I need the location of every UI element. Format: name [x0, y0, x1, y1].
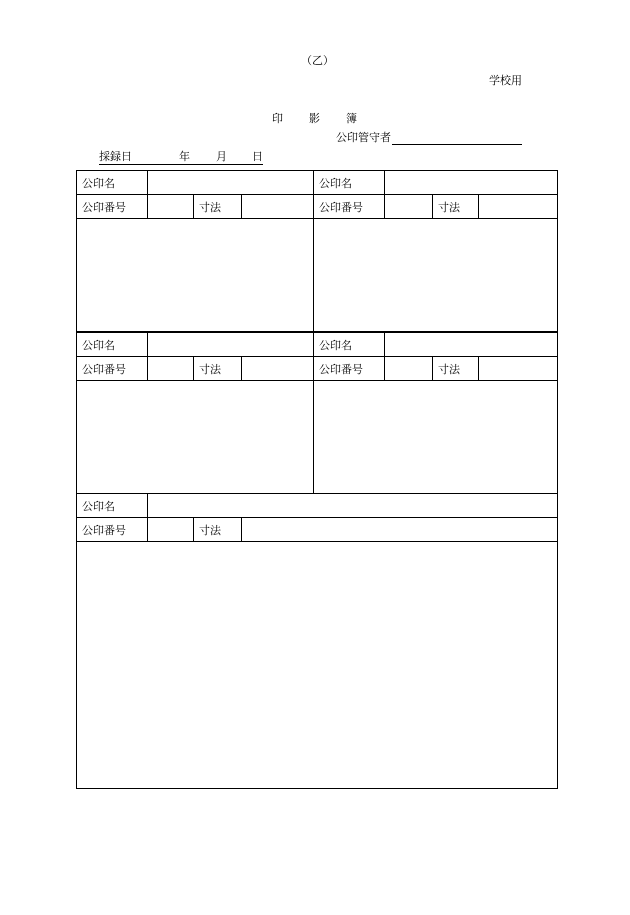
seal-impression-area[interactable] [77, 219, 314, 332]
dimensions-value[interactable] [479, 195, 558, 219]
seal-name-label: 公印名 [77, 171, 148, 195]
year-label: 年 [179, 150, 190, 163]
month-label: 月 [216, 150, 227, 163]
seal-number-value[interactable] [385, 357, 433, 381]
seal-name-label: 公印名 [314, 171, 385, 195]
dimensions-label: 寸法 [194, 518, 242, 542]
seal-section-2 [76, 332, 558, 494]
seal-manager-label: 公印管守者 [336, 131, 391, 144]
form-type-label: （乙） [301, 54, 334, 67]
seal-name-label: 公印名 [77, 494, 148, 518]
seal-manager [336, 129, 522, 145]
seal-number-label: 公印番号 [77, 518, 148, 542]
seal-number-value[interactable] [148, 195, 194, 219]
title-char: 簿 [346, 112, 357, 125]
seal-number-label: 公印番号 [77, 195, 148, 219]
title-char: 印 [272, 112, 283, 125]
collection-date-label: 採録日 [99, 150, 132, 163]
seal-impression-area[interactable] [314, 381, 558, 494]
seal-name-value[interactable] [385, 171, 558, 195]
dimensions-label: 寸法 [194, 357, 242, 381]
usage-label: 学校用 [489, 74, 522, 87]
dimensions-value[interactable] [242, 518, 558, 542]
dimensions-value[interactable] [242, 357, 314, 381]
seal-impression-area[interactable] [77, 381, 314, 494]
seal-number-value[interactable] [385, 195, 433, 219]
dimensions-label: 寸法 [194, 195, 242, 219]
seal-number-label: 公印番号 [314, 357, 385, 381]
seal-name-value[interactable] [148, 171, 314, 195]
seal-section-3 [76, 493, 558, 789]
day-label: 日 [252, 150, 263, 163]
seal-name-value[interactable] [385, 333, 558, 357]
dimensions-value[interactable] [479, 357, 558, 381]
seal-name-label: 公印名 [314, 333, 385, 357]
document-title [272, 110, 357, 126]
seal-impression-area[interactable] [314, 219, 558, 332]
collection-date [99, 148, 263, 165]
seal-number-label: 公印番号 [77, 357, 148, 381]
seal-manager-field[interactable] [392, 132, 522, 145]
seal-number-value[interactable] [148, 357, 194, 381]
seal-name-value[interactable] [148, 494, 558, 518]
seal-section-1 [76, 170, 558, 332]
seal-name-value[interactable] [148, 333, 314, 357]
seal-impression-area[interactable] [77, 542, 558, 789]
seal-number-value[interactable] [148, 518, 194, 542]
dimensions-value[interactable] [242, 195, 314, 219]
dimensions-label: 寸法 [433, 357, 479, 381]
seal-number-label: 公印番号 [314, 195, 385, 219]
seal-name-label: 公印名 [77, 333, 148, 357]
dimensions-label: 寸法 [433, 195, 479, 219]
title-char: 影 [309, 112, 320, 125]
